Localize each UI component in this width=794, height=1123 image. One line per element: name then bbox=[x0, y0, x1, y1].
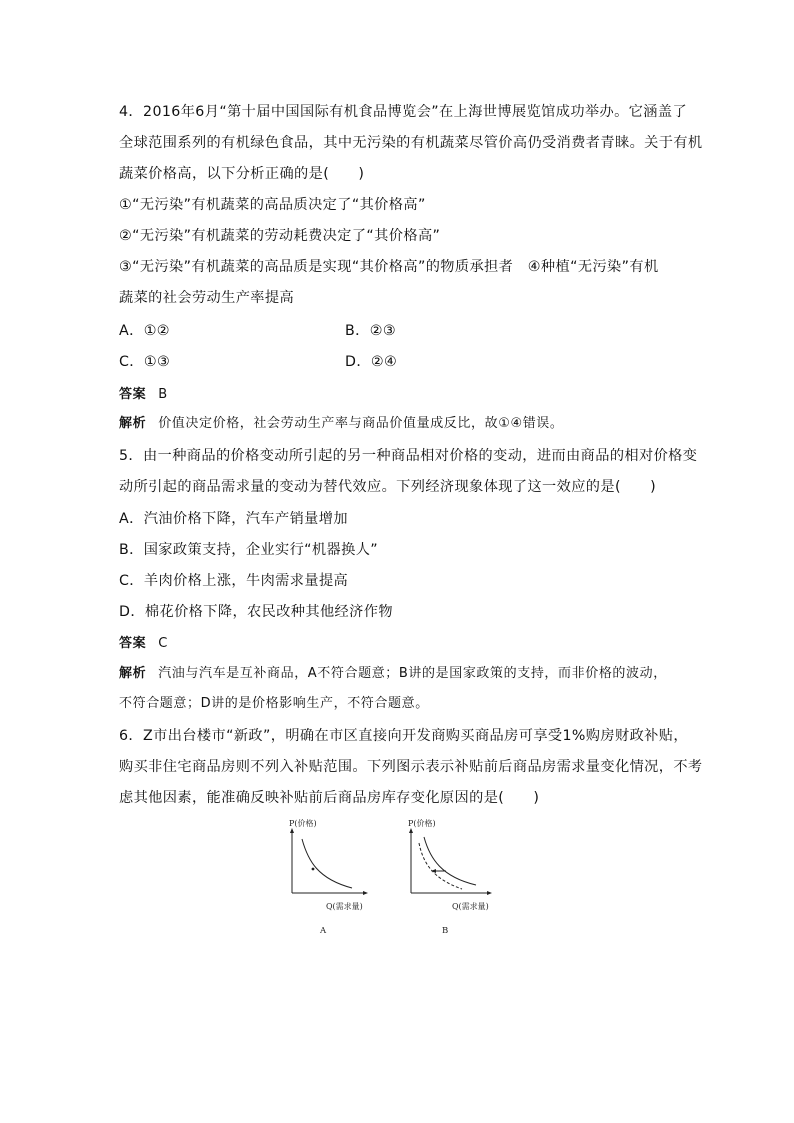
q4-stem-line-3: 蔬菜价格高，以下分析正确的是( ) bbox=[119, 166, 365, 182]
q4-statement-2: ②“无污染”有机蔬菜的劳动耗费决定了“其价格高” bbox=[119, 228, 441, 244]
q4-stem-line-1: 4．2016年6月“第十届中国国际有机食品博览会”在上海世博展览馆成功举办。它涵盖了 bbox=[119, 104, 688, 120]
graph-b-x-label: Q(需求量) bbox=[452, 902, 489, 911]
graph-b-demand-curve-original bbox=[424, 837, 476, 885]
q6-stem-line-2: 购买非住宅商品房则不列入补贴范围。下列图示表示补贴前后商品房需求量变化情况，不考 bbox=[119, 759, 703, 775]
graph-b-x-arrow bbox=[487, 891, 492, 895]
graph-b-y-label: P(价格) bbox=[408, 819, 436, 828]
graph-b bbox=[400, 817, 500, 937]
q4-analysis bbox=[119, 414, 564, 434]
answer-label: 答案 bbox=[119, 387, 147, 402]
graph-a-demand-curve bbox=[302, 839, 352, 888]
graph-a-y-arrow bbox=[290, 828, 294, 833]
q5-stem-line-1: 5．由一种商品的价格变动所引起的另一种商品相对价格的变动，进而由商品的相对价格变 bbox=[119, 448, 698, 464]
graph-a-y-label: P(价格) bbox=[289, 819, 317, 828]
q4-option-b: B．②③ bbox=[345, 323, 396, 339]
graph-a-x-label: Q(需求量) bbox=[326, 902, 363, 911]
analysis-label: 解析 bbox=[119, 416, 147, 431]
q5-analysis-line-2: 不符合题意；D讲的是价格影响生产，不符合题意。 bbox=[119, 696, 429, 711]
q4-statement-3: ③“无污染”有机蔬菜的高品质是实现“其价格高”的物质承担者 ④种植“无污染”有机 bbox=[119, 259, 659, 275]
graph-a-x-arrow bbox=[363, 891, 368, 895]
q4-answer bbox=[119, 385, 168, 405]
q4-option-d: D．②④ bbox=[345, 354, 398, 370]
q4-stem-line-2: 全球范围系列的有机绿色食品，其中无污染的有机蔬菜尽管价高仍受消费者青睐。关于有机 bbox=[119, 135, 703, 151]
analysis-text: 价值决定价格，社会劳动生产率与商品价值量成反比，故①④错误。 bbox=[158, 416, 564, 431]
q5-option-a: A．汽油价格下降，汽车产销量增加 bbox=[119, 511, 348, 527]
q5-option-c: C．羊肉价格上涨，牛肉需求量提高 bbox=[119, 573, 349, 589]
q4-statement-1: ①“无污染”有机蔬菜的高品质决定了“其价格高” bbox=[119, 197, 426, 213]
graph-a-point bbox=[312, 868, 315, 871]
answer-value: B bbox=[158, 387, 168, 402]
graph-b-y-arrow bbox=[409, 828, 413, 833]
graph-b-caption: B bbox=[442, 926, 449, 936]
answer-value: C bbox=[158, 636, 168, 651]
q5-answer bbox=[119, 634, 168, 654]
q4-statement-4: 蔬菜的社会劳动生产率提高 bbox=[119, 290, 295, 306]
analysis-label: 解析 bbox=[119, 666, 147, 681]
graph-a-caption: A bbox=[320, 926, 327, 936]
graph-b-demand-curve-shifted bbox=[419, 843, 462, 889]
q6-stem-line-1: 6．Z市出台楼市“新政”，明确在市区直接向开发商购买商品房可享受1%购房财政补贴， bbox=[119, 728, 688, 744]
q5-stem-line-2: 动所引起的商品需求量的变动为替代效应。下列经济现象体现了这一效应的是( ) bbox=[119, 479, 657, 495]
q5-analysis-line-1 bbox=[119, 664, 667, 684]
answer-label: 答案 bbox=[119, 636, 147, 651]
q6-stem-line-3: 虑其他因素，能准确反映补贴前后商品房库存变化原因的是( ) bbox=[119, 790, 540, 806]
q5-option-d: D．棉花价格下降，农民改种其他经济作物 bbox=[119, 604, 393, 620]
q4-option-c: C．①③ bbox=[119, 354, 171, 370]
q4-option-a: A．①② bbox=[119, 323, 170, 339]
graph-a bbox=[282, 817, 372, 937]
analysis-text: 汽油与汽车是互补商品，A不符合题意；B讲的是国家政策的支持，而非价格的波动， bbox=[158, 666, 667, 681]
q5-option-b: B．国家政策支持，企业实行“机器换人” bbox=[119, 542, 379, 558]
graph-b-shift-arrowhead bbox=[431, 869, 436, 873]
